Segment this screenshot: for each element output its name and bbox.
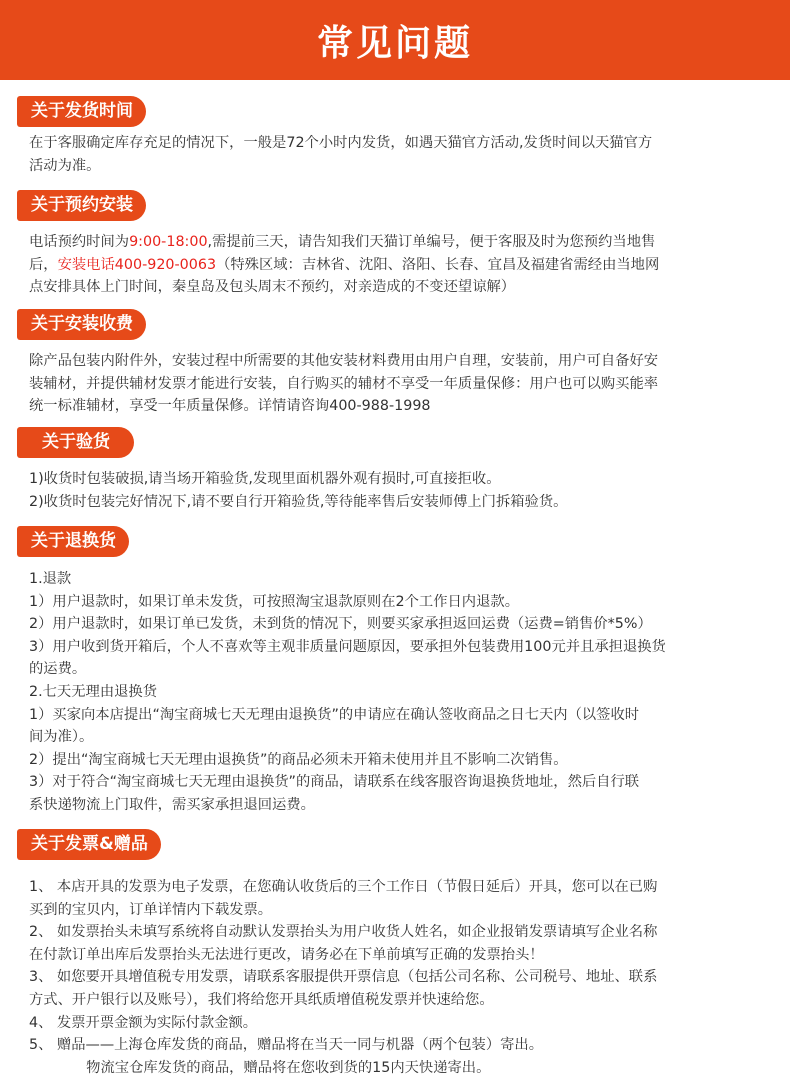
section-body-shipping: [29, 132, 767, 177]
text-line: 1)收货时包装破损,请当场开箱验货,发现里面机器外观有损时,可直接拒收。: [29, 471, 501, 487]
text-line: 2)收货时包装完好情况下,请不要自行开箱验货,等待能率售后安装师傅上门拆箱验货。: [29, 493, 568, 510]
text-fragment: （特殊区域：吉林省、沈阳、洛阳、长春、宜昌及福建省需经由当地网: [216, 256, 660, 273]
install-phone: 安装电话400-920-0063: [57, 256, 217, 273]
text-line: 2、 如发票抬头未填写系统将自动默认发票抬头为用户收货人姓名，如企业报销发票请填写企业名称: [29, 924, 658, 941]
section-heading-returns: 关于退换货: [20, 526, 129, 557]
text-line: 活动为准。: [29, 157, 101, 174]
section-heading-installation-booking: 关于预约安装: [20, 190, 146, 221]
page-title: 常见问题: [316, 22, 473, 64]
section-heading-invoice: 关于发票&赠品: [20, 829, 161, 860]
text-line: 统一标准辅材，享受一年质量保修。详情请咨询400-988-1998: [29, 398, 431, 415]
text-line: 3）用户收到货开箱后，个人不喜欢等主观非质量问题原因，要承担外包装费用100元并且承担退换货: [29, 638, 666, 655]
section-heading-installation-fee: 关于安装收费: [20, 309, 146, 340]
section-body-invoice: [29, 876, 767, 1079]
text-line: 除产品包装内附件外，安装过程中所需要的其他安装材料费用由用户自理，安装前，用户可自备好安: [29, 353, 659, 369]
text-line: 4、 发票开票金额为实际付款金额。: [29, 1014, 258, 1031]
service-hours: 9:00-18:00: [129, 234, 208, 250]
text-line: 3、 如您要开具增值税专用发票，请联系客服提供开票信息（包括公司名称、公司税号、地址、联系: [29, 969, 658, 986]
section-body-installation-fee: [29, 350, 767, 418]
text-line: [29, 231, 767, 254]
text-line: 点安排具体上门时间，秦皇岛及包头周末不预约，对亲造成的不变还望谅解）: [29, 279, 516, 296]
text-line: 物流宝仓库发货的商品，赠品将在您收到货的15内天快递寄出。: [29, 1059, 491, 1076]
text-line: 在于客服确定库存充足的情况下，一般是72个小时内发货，如遇天猫官方活动,发货时间以天猫官方: [29, 135, 653, 151]
text-line: 在付款订单出库后发票抬头无法进行更改，请务必在下单前填写正确的发票抬头！: [29, 946, 544, 963]
text-fragment: 电话预约时间为: [29, 234, 130, 250]
text-line: [29, 254, 767, 277]
section-body-inspection: [29, 468, 767, 513]
section-heading-shipping: 关于发货时间: [20, 96, 146, 127]
text-line: 装辅材，并提供辅材发票才能进行安装，自行购买的辅材不享受一年质量保修：用户也可以购买能率: [29, 375, 659, 392]
page-header: [0, 0, 790, 80]
text-line: 1）买家向本店提出“淘宝商城七天无理由退换货”的申请应在确认签收商品之日七天内（以签收时: [29, 706, 640, 723]
text-line: 买到的宝贝内，订单详情内下载发票。: [29, 901, 273, 918]
text-fragment: ,需提前三天，请告知我们天猫订单编号，便于客服及时为您预约当地售: [207, 234, 656, 250]
text-line: 2.七天无理由退换货: [29, 683, 158, 700]
text-line: 间为准）。: [29, 729, 94, 746]
section-body-installation-booking: [29, 231, 767, 299]
text-line: 2）提出“淘宝商城七天无理由退换货”的商品必须未开箱未使用并且不影响二次销售。: [29, 751, 568, 768]
section-body-returns: [29, 568, 767, 817]
text-line: 1）用户退款时，如果订单未发货，可按照淘宝退款原则在2个工作日内退款。: [29, 593, 519, 610]
section-heading-inspection: 关于验货: [20, 427, 134, 458]
text-line: 5、 赠品——上海仓库发货的商品，赠品将在当天一同与机器（两个包装）寄出。: [29, 1037, 544, 1054]
text-line: 1、 本店开具的发票为电子发票，在您确认收货后的三个工作日（节假日延后）开具，您可以在已购: [29, 879, 658, 895]
text-line: 1.退款: [29, 571, 72, 587]
text-line: 的运费。: [29, 661, 87, 678]
text-line: 系快递物流上门取件，需买家承担退回运费。: [29, 796, 315, 813]
text-line: 方式、开户银行以及账号），我们将给您开具纸质增值税发票并快速给您。: [29, 991, 494, 1008]
text-line: 3）对于符合“淘宝商城七天无理由退换货”的商品，请联系在线客服咨询退换货地址，然后自行联: [29, 774, 640, 791]
text-fragment: 后，: [29, 256, 58, 273]
text-line: 2）用户退款时，如果订单已发货，未到货的情况下，则要买家承担返回运费（运费=销售价*5%）: [29, 616, 652, 633]
